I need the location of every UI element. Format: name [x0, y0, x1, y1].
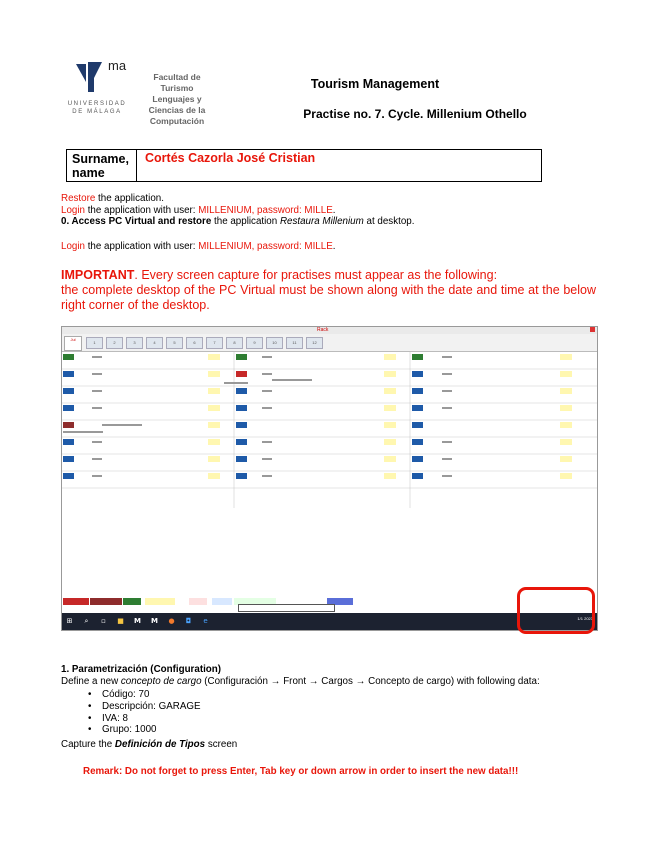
desktop-screenshot	[61, 326, 598, 631]
toolbar-button: 4	[146, 337, 163, 349]
section-description: Define a new concepto de cargo (Configuración → Front → Cargos → Concepto de cargo) with following data:	[61, 676, 540, 687]
toolbar-button: 12	[306, 337, 323, 349]
remark-note: Remark: Do not forget to press Enter, Tab key or down arrow in order to insert the new data!!!	[83, 766, 519, 777]
windows-start-icon: ⊞	[66, 617, 73, 625]
important-note: IMPORTANT. Every screen capture for practises must appear as the following: the complete desktop of the PC Virtual must be shown along with the date and time at the below right corner of the desktop.	[61, 268, 596, 312]
document-title: Tourism Management	[310, 77, 440, 91]
folder-icon: ■	[117, 617, 124, 625]
datetime-highlight	[517, 587, 595, 634]
toolbar-button: 3	[126, 337, 143, 349]
list-item: • Grupo: 1000	[88, 724, 201, 736]
millenium-app-icon: M	[134, 617, 141, 625]
document-subtitle: Practise no. 7. Cycle. Millenium Othello	[303, 107, 527, 121]
toolbar-button: 9	[246, 337, 263, 349]
instruction-login: Login the application with user: MILLENIUM, password: MILLE.	[61, 205, 336, 216]
logo-mark-text: ma	[108, 58, 127, 73]
millenium-app-icon-2: M	[151, 617, 158, 625]
logo-university-text: UNIVERSIDAD DE MÁLAGA	[67, 101, 127, 115]
close-icon	[590, 327, 595, 332]
screenshot-statusbar	[238, 604, 335, 612]
instruction-access-pc: 0. Access PC Virtual and restore the application Restaura Millenium at desktop.	[61, 216, 415, 227]
instruction-login-2: Login the application with user: MILLENIUM, password: MILLE.	[61, 241, 336, 252]
uma-logo-icon	[72, 58, 112, 98]
name-label: Surname, name	[67, 150, 137, 181]
toolbar-button: 7	[206, 337, 223, 349]
list-item: • Descripción: GARAGE	[88, 701, 201, 713]
store-icon: ◘	[185, 617, 192, 625]
faculty-name: Facultad de Turismo Lenguajes y Ciencias de la Computación	[148, 72, 206, 126]
capture-instruction: Capture the Definición de Tipos screen	[61, 739, 238, 750]
list-item: • IVA: 8	[88, 713, 201, 725]
screenshot-toolbar	[62, 334, 597, 352]
edge-icon: e	[203, 617, 208, 625]
data-list	[88, 689, 201, 736]
toolbar-button: 11	[286, 337, 303, 349]
name-table	[66, 149, 542, 182]
toolbar-month-button: Jul	[64, 336, 82, 351]
toolbar-button: 10	[266, 337, 283, 349]
room-rack-grid	[62, 352, 597, 508]
toolbar-button: 2	[106, 337, 123, 349]
room-rack-illustration	[62, 352, 597, 508]
toolbar-button: 8	[226, 337, 243, 349]
task-view-icon: ▫	[101, 617, 106, 625]
search-icon: ⌕	[84, 617, 89, 625]
browser-icon: ●	[168, 617, 175, 625]
toolbar-button: 1	[86, 337, 103, 349]
instruction-restore: Restore the application.	[61, 193, 164, 204]
screenshot-title: Rack	[317, 327, 329, 333]
taskbar-clock: 1/1 2023	[577, 616, 593, 621]
section-title: 1. Parametrización (Configuration)	[61, 664, 222, 675]
toolbar-button: 6	[186, 337, 203, 349]
student-name: Cortés Cazorla José Cristian	[145, 151, 316, 165]
toolbar-button: 5	[166, 337, 183, 349]
list-item: • Código: 70	[88, 689, 201, 701]
